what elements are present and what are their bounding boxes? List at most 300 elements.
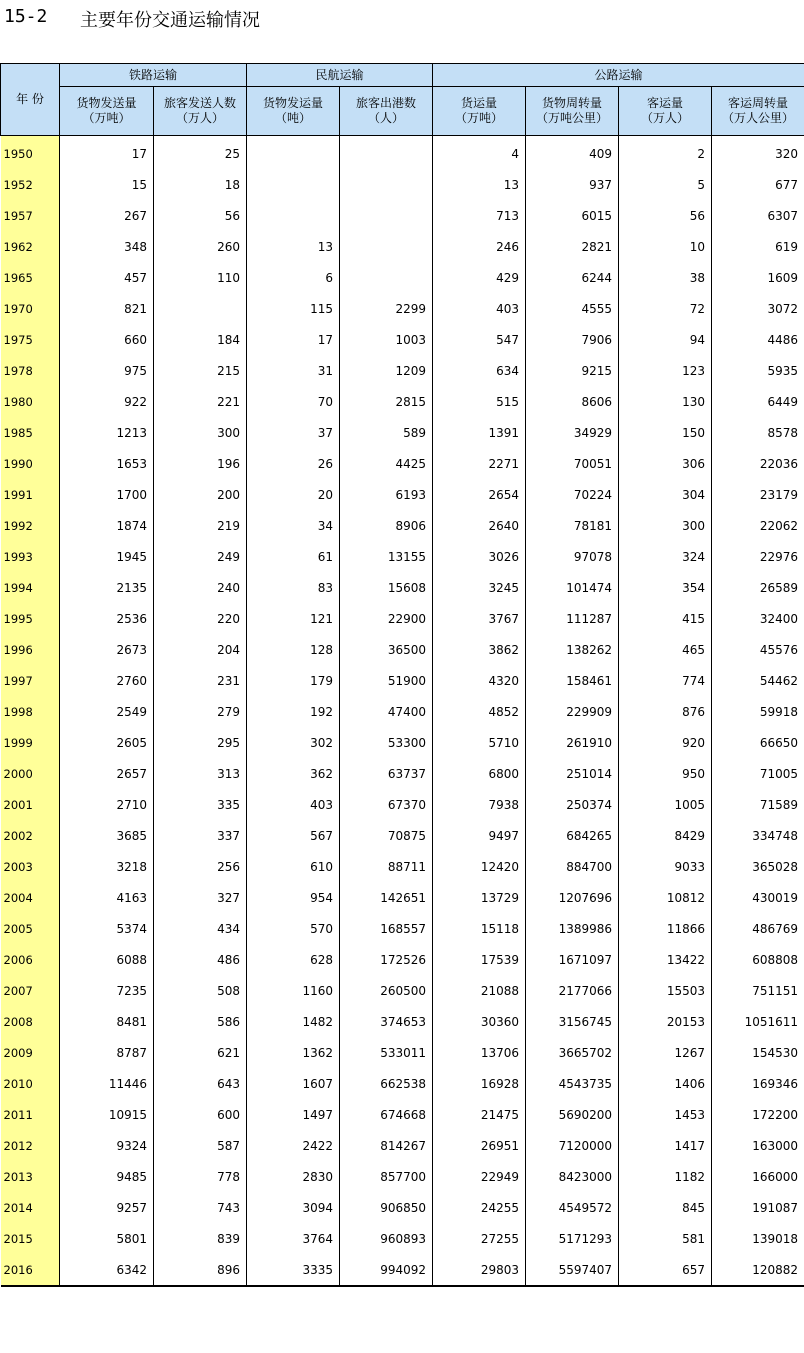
value-cell: 20: [247, 479, 340, 510]
value-cell: 231: [154, 665, 247, 696]
value-cell: 26951: [433, 1130, 526, 1161]
value-cell: 8606: [526, 386, 619, 417]
value-cell: 17: [247, 324, 340, 355]
table-row: [1, 200, 804, 231]
table-row: [1, 324, 804, 355]
value-cell: 8906: [340, 510, 433, 541]
value-cell: 304: [619, 479, 712, 510]
value-cell: 2177066: [526, 975, 619, 1006]
value-cell: 8423000: [526, 1161, 619, 1192]
value-cell: 610: [247, 851, 340, 882]
value-cell: [247, 136, 340, 170]
value-cell: 295: [154, 727, 247, 758]
year-cell: 1950: [1, 136, 60, 170]
value-cell: 920: [619, 727, 712, 758]
value-cell: 2673: [60, 634, 154, 665]
value-cell: 306: [619, 448, 712, 479]
year-cell: 2013: [1, 1161, 60, 1192]
value-cell: 21475: [433, 1099, 526, 1130]
value-cell: 1389986: [526, 913, 619, 944]
value-cell: 204: [154, 634, 247, 665]
value-cell: 172200: [712, 1099, 804, 1130]
value-cell: 215: [154, 355, 247, 386]
value-cell: 8481: [60, 1006, 154, 1037]
table-row: [1, 696, 804, 727]
table-row: [1, 510, 804, 541]
column-header-unit: （万吨）: [455, 111, 504, 125]
column-header: [60, 87, 154, 136]
value-cell: 45576: [712, 634, 804, 665]
value-cell: 619: [712, 231, 804, 262]
table-row: [1, 944, 804, 975]
table-number: 15-2: [4, 6, 48, 27]
value-cell: 53300: [340, 727, 433, 758]
year-cell: 1965: [1, 262, 60, 293]
value-cell: 142651: [340, 882, 433, 913]
value-cell: 22036: [712, 448, 804, 479]
value-cell: [340, 169, 433, 200]
value-cell: 9485: [60, 1161, 154, 1192]
value-cell: 839: [154, 1223, 247, 1254]
value-cell: 221: [154, 386, 247, 417]
year-cell: 1957: [1, 200, 60, 231]
year-cell: 1975: [1, 324, 60, 355]
value-cell: 300: [619, 510, 712, 541]
page-title: 主要年份交通运输情况: [80, 10, 260, 31]
value-cell: 7938: [433, 789, 526, 820]
year-cell: 1985: [1, 417, 60, 448]
value-cell: 20153: [619, 1006, 712, 1037]
value-cell: 465: [619, 634, 712, 665]
table-row: [1, 913, 804, 944]
value-cell: 3665702: [526, 1037, 619, 1068]
year-cell: 2009: [1, 1037, 60, 1068]
value-cell: 6800: [433, 758, 526, 789]
value-cell: 320: [712, 136, 804, 170]
value-cell: 628: [247, 944, 340, 975]
value-cell: 337: [154, 820, 247, 851]
column-header-label: 货物发运量: [263, 96, 324, 110]
value-cell: 138262: [526, 634, 619, 665]
value-cell: 26: [247, 448, 340, 479]
year-cell: 2001: [1, 789, 60, 820]
value-cell: 111287: [526, 603, 619, 634]
value-cell: 348: [60, 231, 154, 262]
value-cell: 8578: [712, 417, 804, 448]
value-cell: [340, 200, 433, 231]
column-header-label: 旅客发送人数: [164, 96, 237, 110]
value-cell: 2549: [60, 696, 154, 727]
value-cell: 1406: [619, 1068, 712, 1099]
value-cell: 110: [154, 262, 247, 293]
value-cell: 13: [247, 231, 340, 262]
value-cell: 567: [247, 820, 340, 851]
value-cell: 10812: [619, 882, 712, 913]
value-cell: 4: [433, 136, 526, 170]
value-cell: 47400: [340, 696, 433, 727]
value-cell: 21088: [433, 975, 526, 1006]
value-cell: 1945: [60, 541, 154, 572]
value-cell: 1607: [247, 1068, 340, 1099]
value-cell: 586: [154, 1006, 247, 1037]
year-cell: 1990: [1, 448, 60, 479]
table-row: [1, 231, 804, 262]
year-cell: 2006: [1, 944, 60, 975]
value-cell: 814267: [340, 1130, 433, 1161]
value-cell: 994092: [340, 1254, 433, 1286]
value-cell: 219: [154, 510, 247, 541]
table-row: [1, 603, 804, 634]
table-row: [1, 851, 804, 882]
column-header-unit: （万人公里）: [722, 111, 795, 125]
year-cell: 2004: [1, 882, 60, 913]
value-cell: [340, 231, 433, 262]
value-cell: 3094: [247, 1192, 340, 1223]
value-cell: 29803: [433, 1254, 526, 1286]
value-cell: 608808: [712, 944, 804, 975]
value-cell: 70051: [526, 448, 619, 479]
year-cell: 2002: [1, 820, 60, 851]
value-cell: 5: [619, 169, 712, 200]
value-cell: 587: [154, 1130, 247, 1161]
value-cell: 27255: [433, 1223, 526, 1254]
table-row: [1, 975, 804, 1006]
value-cell: 581: [619, 1223, 712, 1254]
value-cell: 2654: [433, 479, 526, 510]
value-cell: 251014: [526, 758, 619, 789]
value-cell: 158461: [526, 665, 619, 696]
value-cell: 674668: [340, 1099, 433, 1130]
table-row: [1, 1099, 804, 1130]
value-cell: 3026: [433, 541, 526, 572]
value-cell: 22900: [340, 603, 433, 634]
value-cell: [154, 293, 247, 324]
value-cell: 660: [60, 324, 154, 355]
group-header-aviation: 民航运输: [247, 64, 433, 87]
value-cell: 2830: [247, 1161, 340, 1192]
value-cell: 261910: [526, 727, 619, 758]
value-cell: [247, 169, 340, 200]
value-cell: 3862: [433, 634, 526, 665]
value-cell: 600: [154, 1099, 247, 1130]
value-cell: 533011: [340, 1037, 433, 1068]
column-header-label: 旅客出港数: [356, 96, 417, 110]
value-cell: 950: [619, 758, 712, 789]
table-row: [1, 293, 804, 324]
value-cell: 169346: [712, 1068, 804, 1099]
value-cell: 2710: [60, 789, 154, 820]
table-row: [1, 386, 804, 417]
year-cell: 1997: [1, 665, 60, 696]
value-cell: 8787: [60, 1037, 154, 1068]
value-cell: 101474: [526, 572, 619, 603]
value-cell: 246: [433, 231, 526, 262]
value-cell: 24255: [433, 1192, 526, 1223]
value-cell: 684265: [526, 820, 619, 851]
value-cell: 6307: [712, 200, 804, 231]
value-cell: 657: [619, 1254, 712, 1286]
value-cell: 94: [619, 324, 712, 355]
year-cell: 2010: [1, 1068, 60, 1099]
value-cell: 713: [433, 200, 526, 231]
value-cell: 5171293: [526, 1223, 619, 1254]
value-cell: 1700: [60, 479, 154, 510]
value-cell: 5801: [60, 1223, 154, 1254]
value-cell: 260500: [340, 975, 433, 1006]
value-cell: 11446: [60, 1068, 154, 1099]
value-cell: 166000: [712, 1161, 804, 1192]
value-cell: 13: [433, 169, 526, 200]
value-cell: 78181: [526, 510, 619, 541]
value-cell: 778: [154, 1161, 247, 1192]
table-row: [1, 820, 804, 851]
value-cell: 15608: [340, 572, 433, 603]
table-row: [1, 262, 804, 293]
value-cell: 7235: [60, 975, 154, 1006]
value-cell: 63737: [340, 758, 433, 789]
value-cell: 1267: [619, 1037, 712, 1068]
value-cell: 2640: [433, 510, 526, 541]
value-cell: 36500: [340, 634, 433, 665]
value-cell: 30360: [433, 1006, 526, 1037]
value-cell: 34929: [526, 417, 619, 448]
value-cell: 403: [247, 789, 340, 820]
value-cell: 857700: [340, 1161, 433, 1192]
value-cell: 643: [154, 1068, 247, 1099]
value-cell: 415: [619, 603, 712, 634]
title-row: [0, 0, 804, 40]
value-cell: 22976: [712, 541, 804, 572]
year-cell: 2003: [1, 851, 60, 882]
value-cell: 1209: [340, 355, 433, 386]
value-cell: 2536: [60, 603, 154, 634]
value-cell: 163000: [712, 1130, 804, 1161]
value-cell: 1609: [712, 262, 804, 293]
value-cell: 6449: [712, 386, 804, 417]
column-header: [154, 87, 247, 136]
column-header: [619, 87, 712, 136]
value-cell: 1453: [619, 1099, 712, 1130]
value-cell: 3072: [712, 293, 804, 324]
value-cell: 9497: [433, 820, 526, 851]
value-cell: 9324: [60, 1130, 154, 1161]
table-row: [1, 634, 804, 665]
value-cell: 547: [433, 324, 526, 355]
column-header: [712, 87, 804, 136]
table-row: [1, 136, 804, 170]
value-cell: 3335: [247, 1254, 340, 1286]
value-cell: 3767: [433, 603, 526, 634]
column-header-label: 货物发送量: [76, 96, 137, 110]
value-cell: 324: [619, 541, 712, 572]
value-cell: 13729: [433, 882, 526, 913]
value-cell: 4486: [712, 324, 804, 355]
value-cell: 774: [619, 665, 712, 696]
value-cell: 430019: [712, 882, 804, 913]
value-cell: 4852: [433, 696, 526, 727]
value-cell: 1160: [247, 975, 340, 1006]
value-cell: 32400: [712, 603, 804, 634]
value-cell: 115: [247, 293, 340, 324]
value-cell: 130: [619, 386, 712, 417]
value-cell: 6015: [526, 200, 619, 231]
table-row: [1, 727, 804, 758]
value-cell: 23179: [712, 479, 804, 510]
value-cell: 4555: [526, 293, 619, 324]
value-cell: 486769: [712, 913, 804, 944]
group-header-highway: 公路运输: [433, 64, 804, 87]
value-cell: 154530: [712, 1037, 804, 1068]
value-cell: 59918: [712, 696, 804, 727]
value-cell: 15503: [619, 975, 712, 1006]
value-cell: 3685: [60, 820, 154, 851]
value-cell: 139018: [712, 1223, 804, 1254]
value-cell: 2815: [340, 386, 433, 417]
value-cell: 51900: [340, 665, 433, 696]
value-cell: 960893: [340, 1223, 433, 1254]
value-cell: 121: [247, 603, 340, 634]
value-cell: 3764: [247, 1223, 340, 1254]
value-cell: 845: [619, 1192, 712, 1223]
value-cell: 196: [154, 448, 247, 479]
table-row: [1, 1192, 804, 1223]
value-cell: 3156745: [526, 1006, 619, 1037]
value-cell: 249: [154, 541, 247, 572]
value-cell: 6342: [60, 1254, 154, 1286]
value-cell: [340, 136, 433, 170]
table-row: [1, 1254, 804, 1286]
year-header: 年 份: [1, 64, 60, 136]
value-cell: 570: [247, 913, 340, 944]
value-cell: 5690200: [526, 1099, 619, 1130]
value-cell: 123: [619, 355, 712, 386]
value-cell: 191087: [712, 1192, 804, 1223]
value-cell: 457: [60, 262, 154, 293]
value-cell: 11866: [619, 913, 712, 944]
table-row: [1, 1223, 804, 1254]
value-cell: 937: [526, 169, 619, 200]
value-cell: 37: [247, 417, 340, 448]
table-row: [1, 1161, 804, 1192]
value-cell: 1653: [60, 448, 154, 479]
value-cell: 6193: [340, 479, 433, 510]
year-cell: 1999: [1, 727, 60, 758]
value-cell: 1417: [619, 1130, 712, 1161]
year-cell: 2000: [1, 758, 60, 789]
table-row: [1, 1006, 804, 1037]
value-cell: 256: [154, 851, 247, 882]
value-cell: 240: [154, 572, 247, 603]
value-cell: 7906: [526, 324, 619, 355]
value-cell: 70224: [526, 479, 619, 510]
value-cell: 279: [154, 696, 247, 727]
column-header: [247, 87, 340, 136]
value-cell: 5374: [60, 913, 154, 944]
value-cell: 220: [154, 603, 247, 634]
value-cell: 1207696: [526, 882, 619, 913]
value-cell: 374653: [340, 1006, 433, 1037]
value-cell: 302: [247, 727, 340, 758]
value-cell: 2271: [433, 448, 526, 479]
value-cell: 9215: [526, 355, 619, 386]
table-row: [1, 541, 804, 572]
value-cell: 22062: [712, 510, 804, 541]
value-cell: 884700: [526, 851, 619, 882]
value-cell: 1003: [340, 324, 433, 355]
year-cell: 2011: [1, 1099, 60, 1130]
value-cell: 13155: [340, 541, 433, 572]
value-cell: 508: [154, 975, 247, 1006]
year-cell: 2008: [1, 1006, 60, 1037]
value-cell: 66650: [712, 727, 804, 758]
value-cell: 2821: [526, 231, 619, 262]
value-cell: 300: [154, 417, 247, 448]
value-cell: 17539: [433, 944, 526, 975]
value-cell: 61: [247, 541, 340, 572]
value-cell: 260: [154, 231, 247, 262]
value-cell: 589: [340, 417, 433, 448]
value-cell: 1005: [619, 789, 712, 820]
value-cell: 362: [247, 758, 340, 789]
value-cell: 16928: [433, 1068, 526, 1099]
column-header-label: 货运量: [461, 96, 498, 110]
table-row: [1, 169, 804, 200]
column-header-label: 货物周转量: [542, 96, 603, 110]
year-cell: 2007: [1, 975, 60, 1006]
value-cell: 229909: [526, 696, 619, 727]
year-cell: 2016: [1, 1254, 60, 1286]
value-cell: 8429: [619, 820, 712, 851]
value-cell: 821: [60, 293, 154, 324]
value-cell: [247, 200, 340, 231]
value-cell: 2422: [247, 1130, 340, 1161]
value-cell: 2: [619, 136, 712, 170]
value-cell: 743: [154, 1192, 247, 1223]
year-cell: 1994: [1, 572, 60, 603]
value-cell: 12420: [433, 851, 526, 882]
table-body: [1, 136, 804, 1287]
value-cell: 267: [60, 200, 154, 231]
value-cell: 17: [60, 136, 154, 170]
value-cell: 4549572: [526, 1192, 619, 1223]
value-cell: 409: [526, 136, 619, 170]
table-row: [1, 789, 804, 820]
value-cell: 677: [712, 169, 804, 200]
value-cell: 1482: [247, 1006, 340, 1037]
year-cell: 1992: [1, 510, 60, 541]
transport-table: [0, 63, 804, 1287]
value-cell: 2135: [60, 572, 154, 603]
table-row: [1, 572, 804, 603]
value-cell: 327: [154, 882, 247, 913]
value-cell: 334748: [712, 820, 804, 851]
value-cell: 922: [60, 386, 154, 417]
value-cell: 6088: [60, 944, 154, 975]
value-cell: 150: [619, 417, 712, 448]
value-cell: 15118: [433, 913, 526, 944]
value-cell: 18: [154, 169, 247, 200]
table-row: [1, 882, 804, 913]
year-cell: 1996: [1, 634, 60, 665]
value-cell: 34: [247, 510, 340, 541]
value-cell: 2760: [60, 665, 154, 696]
value-cell: 896: [154, 1254, 247, 1286]
value-cell: 7120000: [526, 1130, 619, 1161]
value-cell: 13706: [433, 1037, 526, 1068]
year-cell: 2012: [1, 1130, 60, 1161]
value-cell: 22949: [433, 1161, 526, 1192]
value-cell: 3245: [433, 572, 526, 603]
